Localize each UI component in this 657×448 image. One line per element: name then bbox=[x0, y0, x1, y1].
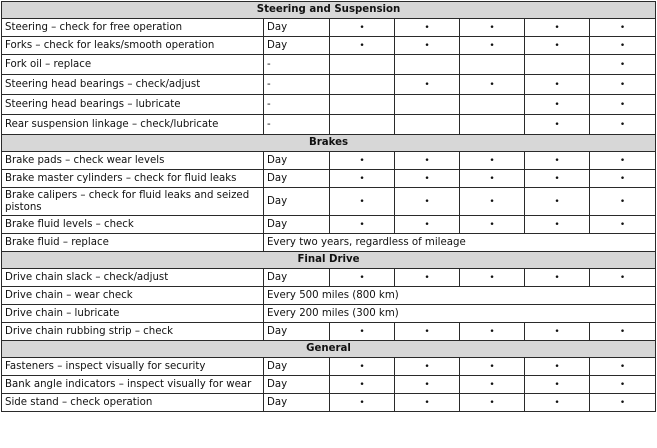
schedule-dot-cell bbox=[460, 115, 525, 135]
schedule-dot-cell: • bbox=[330, 152, 395, 170]
schedule-dot-cell: • bbox=[525, 75, 590, 95]
table-row bbox=[2, 75, 656, 95]
table-row bbox=[2, 323, 656, 341]
schedule-dot-cell: • bbox=[395, 376, 460, 394]
schedule-dot-cell bbox=[395, 55, 460, 75]
schedule-dot-cell: • bbox=[460, 170, 525, 188]
task-cell: Drive chain – lubricate bbox=[2, 305, 264, 323]
schedule-dot-cell: • bbox=[330, 19, 395, 37]
schedule-dot-cell: • bbox=[395, 75, 460, 95]
schedule-dot-cell: • bbox=[330, 323, 395, 341]
schedule-dot-cell: • bbox=[590, 323, 656, 341]
schedule-dot-cell: • bbox=[330, 188, 395, 216]
interval-cell: Day bbox=[264, 216, 330, 234]
task-cell: Brake fluid levels – check bbox=[2, 216, 264, 234]
task-cell: Forks – check for leaks/smooth operation bbox=[2, 37, 264, 55]
schedule-dot-cell bbox=[395, 115, 460, 135]
table-row bbox=[2, 115, 656, 135]
interval-cell: Day bbox=[264, 323, 330, 341]
table-row bbox=[2, 55, 656, 75]
task-cell: Brake calipers – check for fluid leaks and seized pistons bbox=[2, 188, 264, 216]
schedule-dot-cell: • bbox=[460, 75, 525, 95]
schedule-dot-cell: • bbox=[590, 358, 656, 376]
schedule-dot-cell: • bbox=[395, 269, 460, 287]
section-title: General bbox=[2, 341, 656, 358]
schedule-dot-cell: • bbox=[590, 170, 656, 188]
schedule-dot-cell: • bbox=[525, 269, 590, 287]
schedule-dot-cell: • bbox=[460, 358, 525, 376]
schedule-dot-cell: • bbox=[525, 170, 590, 188]
interval-cell: Day bbox=[264, 358, 330, 376]
interval-cell: Day bbox=[264, 152, 330, 170]
schedule-dot-cell: • bbox=[590, 19, 656, 37]
table-row bbox=[2, 394, 656, 412]
task-cell: Steering head bearings – check/adjust bbox=[2, 75, 264, 95]
table-row bbox=[2, 37, 656, 55]
task-cell: Steering head bearings – lubricate bbox=[2, 95, 264, 115]
schedule-dot-cell: • bbox=[330, 170, 395, 188]
schedule-dot-cell: • bbox=[330, 269, 395, 287]
task-cell: Drive chain slack – check/adjust bbox=[2, 269, 264, 287]
interval-cell: Day bbox=[264, 170, 330, 188]
schedule-dot-cell bbox=[460, 95, 525, 115]
schedule-dot-cell: • bbox=[460, 376, 525, 394]
schedule-dot-cell bbox=[460, 55, 525, 75]
schedule-dot-cell: • bbox=[525, 95, 590, 115]
task-cell: Side stand – check operation bbox=[2, 394, 264, 412]
schedule-dot-cell: • bbox=[590, 269, 656, 287]
schedule-dot-cell: • bbox=[590, 37, 656, 55]
interval-cell: Day bbox=[264, 376, 330, 394]
schedule-dot-cell: • bbox=[330, 358, 395, 376]
schedule-dot-cell: • bbox=[395, 37, 460, 55]
interval-cell: Day bbox=[264, 394, 330, 412]
schedule-dot-cell: • bbox=[525, 37, 590, 55]
section-header-row bbox=[2, 252, 656, 269]
table-row bbox=[2, 95, 656, 115]
table-row bbox=[2, 305, 656, 323]
schedule-dot-cell: • bbox=[525, 19, 590, 37]
task-cell: Bank angle indicators – inspect visually for wear bbox=[2, 376, 264, 394]
schedule-dot-cell: • bbox=[525, 394, 590, 412]
schedule-dot-cell: • bbox=[590, 115, 656, 135]
schedule-dot-cell: • bbox=[590, 55, 656, 75]
schedule-dot-cell: • bbox=[395, 170, 460, 188]
interval-cell: Day bbox=[264, 37, 330, 55]
schedule-dot-cell: • bbox=[460, 323, 525, 341]
task-cell: Fasteners – inspect visually for security bbox=[2, 358, 264, 376]
schedule-dot-cell: • bbox=[525, 152, 590, 170]
schedule-dot-cell: • bbox=[460, 188, 525, 216]
schedule-dot-cell bbox=[395, 95, 460, 115]
schedule-dot-cell: • bbox=[590, 152, 656, 170]
schedule-dot-cell: • bbox=[395, 216, 460, 234]
table-row bbox=[2, 287, 656, 305]
section-title: Final Drive bbox=[2, 252, 656, 269]
maintenance-schedule-table bbox=[1, 1, 656, 412]
schedule-dot-cell: • bbox=[590, 75, 656, 95]
schedule-dot-cell: • bbox=[460, 216, 525, 234]
schedule-dot-cell: • bbox=[460, 394, 525, 412]
schedule-dot-cell: • bbox=[330, 216, 395, 234]
schedule-dot-cell: • bbox=[330, 376, 395, 394]
table-row bbox=[2, 269, 656, 287]
task-cell: Brake master cylinders – check for fluid leaks bbox=[2, 170, 264, 188]
task-cell: Rear suspension linkage – check/lubricate bbox=[2, 115, 264, 135]
schedule-dot-cell: • bbox=[460, 152, 525, 170]
interval-cell: Every 500 miles (800 km) bbox=[264, 287, 656, 305]
schedule-dot-cell: • bbox=[525, 323, 590, 341]
schedule-dot-cell: • bbox=[460, 269, 525, 287]
table-row bbox=[2, 19, 656, 37]
schedule-dot-cell: • bbox=[525, 188, 590, 216]
schedule-dot-cell: • bbox=[590, 216, 656, 234]
schedule-dot-cell: • bbox=[590, 394, 656, 412]
schedule-dot-cell bbox=[330, 75, 395, 95]
schedule-dot-cell: • bbox=[395, 394, 460, 412]
schedule-dot-cell bbox=[330, 55, 395, 75]
schedule-dot-cell: • bbox=[395, 188, 460, 216]
task-cell: Fork oil – replace bbox=[2, 55, 264, 75]
schedule-dot-cell: • bbox=[525, 216, 590, 234]
table-row bbox=[2, 234, 656, 252]
table-row bbox=[2, 358, 656, 376]
schedule-dot-cell: • bbox=[460, 37, 525, 55]
task-cell: Drive chain rubbing strip – check bbox=[2, 323, 264, 341]
task-cell: Drive chain – wear check bbox=[2, 287, 264, 305]
task-cell: Steering – check for free operation bbox=[2, 19, 264, 37]
schedule-dot-cell: • bbox=[395, 152, 460, 170]
table-row bbox=[2, 376, 656, 394]
interval-cell: Every two years, regardless of mileage bbox=[264, 234, 656, 252]
task-cell: Brake pads – check wear levels bbox=[2, 152, 264, 170]
schedule-dot-cell: • bbox=[395, 323, 460, 341]
interval-cell: - bbox=[264, 55, 330, 75]
schedule-dot-cell bbox=[525, 55, 590, 75]
table-row bbox=[2, 216, 656, 234]
interval-cell: Day bbox=[264, 19, 330, 37]
table-row bbox=[2, 152, 656, 170]
schedule-dot-cell: • bbox=[590, 188, 656, 216]
schedule-dot-cell: • bbox=[525, 376, 590, 394]
interval-cell: - bbox=[264, 115, 330, 135]
table-row bbox=[2, 188, 656, 216]
interval-cell: Day bbox=[264, 188, 330, 216]
section-title: Steering and Suspension bbox=[2, 2, 656, 19]
schedule-dot-cell bbox=[330, 95, 395, 115]
section-header-row bbox=[2, 135, 656, 152]
section-title: Brakes bbox=[2, 135, 656, 152]
schedule-dot-cell: • bbox=[330, 394, 395, 412]
schedule-dot-cell: • bbox=[395, 19, 460, 37]
schedule-dot-cell: • bbox=[525, 115, 590, 135]
schedule-dot-cell bbox=[330, 115, 395, 135]
table-row bbox=[2, 170, 656, 188]
interval-cell: Day bbox=[264, 269, 330, 287]
schedule-dot-cell: • bbox=[590, 95, 656, 115]
schedule-dot-cell: • bbox=[330, 37, 395, 55]
interval-cell: Every 200 miles (300 km) bbox=[264, 305, 656, 323]
schedule-dot-cell: • bbox=[460, 19, 525, 37]
section-header-row bbox=[2, 2, 656, 19]
interval-cell: - bbox=[264, 95, 330, 115]
task-cell: Brake fluid – replace bbox=[2, 234, 264, 252]
schedule-dot-cell: • bbox=[395, 358, 460, 376]
interval-cell: - bbox=[264, 75, 330, 95]
schedule-dot-cell: • bbox=[590, 376, 656, 394]
schedule-dot-cell: • bbox=[525, 358, 590, 376]
section-header-row bbox=[2, 341, 656, 358]
